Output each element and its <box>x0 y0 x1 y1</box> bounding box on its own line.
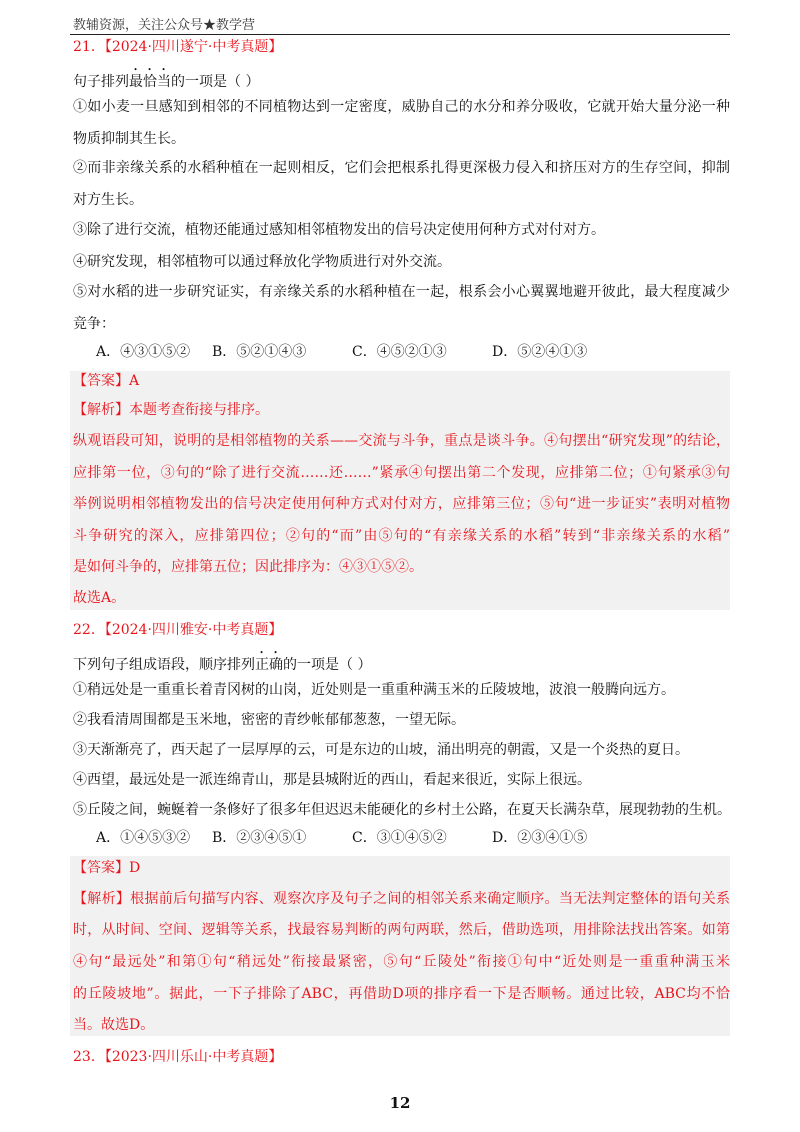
q22-line: ②我看清周围都是玉米地，密密的青纱帐郁郁葱葱，一望无际。 <box>73 712 465 728</box>
emphasis-text: 最恰当 <box>129 74 171 90</box>
stem-text: 句子排列 <box>73 74 129 90</box>
stem-text: 的一项是（ ） <box>171 74 260 90</box>
q22-analysis: 时，从时间、空间、逻辑等关系，找最容易判断的两句两联，然后，借助选项，用排除法找出答案。如第 <box>73 922 730 938</box>
q21-analysis: 应排第一位，③句的“除了进行交流……还……”紧承④句摆出第二个发现，应排第二位；①句紧承③句 <box>73 465 730 481</box>
stem-text: 的一项是（ ） <box>283 657 372 673</box>
q22-line: ①稍远处是一重重长着青冈树的山岗，近处则是一重重种满玉米的丘陵坡地，波浪一般腾向远方。 <box>73 682 675 698</box>
q21-analysis: 故选A。 <box>73 590 126 606</box>
q21-line: 对方生长。 <box>73 192 143 208</box>
q21-stem <box>73 66 730 88</box>
option-a: A．①④⑤③② <box>96 830 191 846</box>
q22-title: 22．【2024·四川雅安·中考真题】 <box>73 622 283 638</box>
q22-analysis: ④句“最远处”和第①句“稍远处”衔接最紧密，⑤句“丘陵处”衔接①句中“近处则是一重重种满玉米 <box>73 954 730 970</box>
q22-line: ⑤丘陵之间，蜿蜒着一条修好了很多年但迟迟未能硬化的乡村土公路，在夏天长满杂草，展现勃勃的生机。 <box>73 802 731 818</box>
option-d: D．⑤②④①③ <box>492 344 588 360</box>
q21-title: 21．【2024·四川遂宁·中考真题】 <box>73 39 283 55</box>
q21-analysis: 纵观语段可知，说明的是相邻植物的关系——交流与斗争，重点是谈斗争。④句摆出“研究发现”的结论， <box>73 433 730 449</box>
q21-line: ③除了进行交流，植物还能通过感知相邻植物发出的信号决定使用何种方式对付对方。 <box>73 222 605 238</box>
q22-answer: 【答案】D <box>73 860 141 876</box>
option-a: A．④③①⑤② <box>96 344 191 360</box>
q22-line: ④西望，最远处是一派连绵青山，那是县城附近的西山，看起来很近，实际上很远。 <box>73 772 591 788</box>
q21-line: ④研究发现，相邻植物可以通过释放化学物质进行对外交流。 <box>73 254 451 270</box>
q21-line: ⑤对水稻的进一步研究证实，有亲缘关系的水稻种植在一起，根系会小心翼翼地避开彼此，最大程度减少 <box>73 284 730 300</box>
q22-analysis: 【解析】根据前后句描写内容、观察次序及句子之间的相邻关系来确定顺序。当无法判定整体的语句关系 <box>73 891 730 907</box>
q21-answer: 【答案】A <box>73 373 140 389</box>
option-b: B．②③④⑤① <box>212 830 307 846</box>
q22-analysis: 的丘陵坡地”。据此，一下子排除了ABC，再借助D项的排序看一下是否顺畅。通过比较，ABC均不恰 <box>73 986 730 1002</box>
q22-analysis: 当。故选D。 <box>73 1017 155 1033</box>
option-c: C．③①④⑤② <box>352 830 447 846</box>
q21-analysis: 【解析】本题考查衔接与排序。 <box>73 402 269 418</box>
option-d: D．②③④①⑤ <box>492 830 588 846</box>
header-rule <box>70 34 730 35</box>
q23-title: 23．【2023·四川乐山·中考真题】 <box>73 1049 283 1065</box>
option-b: B．⑤②①④③ <box>212 344 307 360</box>
q22-stem <box>73 649 730 671</box>
page-header: 教辅资源，关注公众号★教学营 <box>73 18 256 33</box>
q22-line: ③天渐渐亮了，西天起了一层厚厚的云，可是东边的山坡，涌出明亮的朝霞，又是一个炎热的夏日。 <box>73 742 689 758</box>
q21-analysis: 斗争研究的深入，应排第四位；②句的“而”由⑤句的“有亲缘关系的水稻”转到“非亲缘关系的水稻” <box>73 528 730 544</box>
q21-line: ①如小麦一旦感知到相邻的不同植物达到一定密度，威胁自己的水分和养分吸收，它就开始大量分泌一种 <box>73 99 730 115</box>
q22-answer-box <box>70 856 730 1036</box>
q21-line: ②而非亲缘关系的水稻种植在一起则相反，它们会把根系扎得更深极力侵入和挤压对方的生存空间，抑制 <box>73 160 730 176</box>
stem-text: 下列句子组成语段，顺序排列 <box>73 657 255 673</box>
q21-analysis: 是如何斗争的，应排第五位；因此排序为：④③①⑤②。 <box>73 559 423 575</box>
emphasis-text: 正确 <box>255 657 283 673</box>
q21-analysis: 举例说明相邻植物发出的信号决定使用何种方式对付对方，应排第三位；⑤句“进一步证实”表明对植物 <box>73 496 730 512</box>
q21-line: 物质抑制其生长。 <box>73 131 185 147</box>
page-number: 12 <box>389 1094 411 1112</box>
option-c: C．④⑤②①③ <box>352 344 447 360</box>
q21-line: 竞争： <box>73 316 115 332</box>
